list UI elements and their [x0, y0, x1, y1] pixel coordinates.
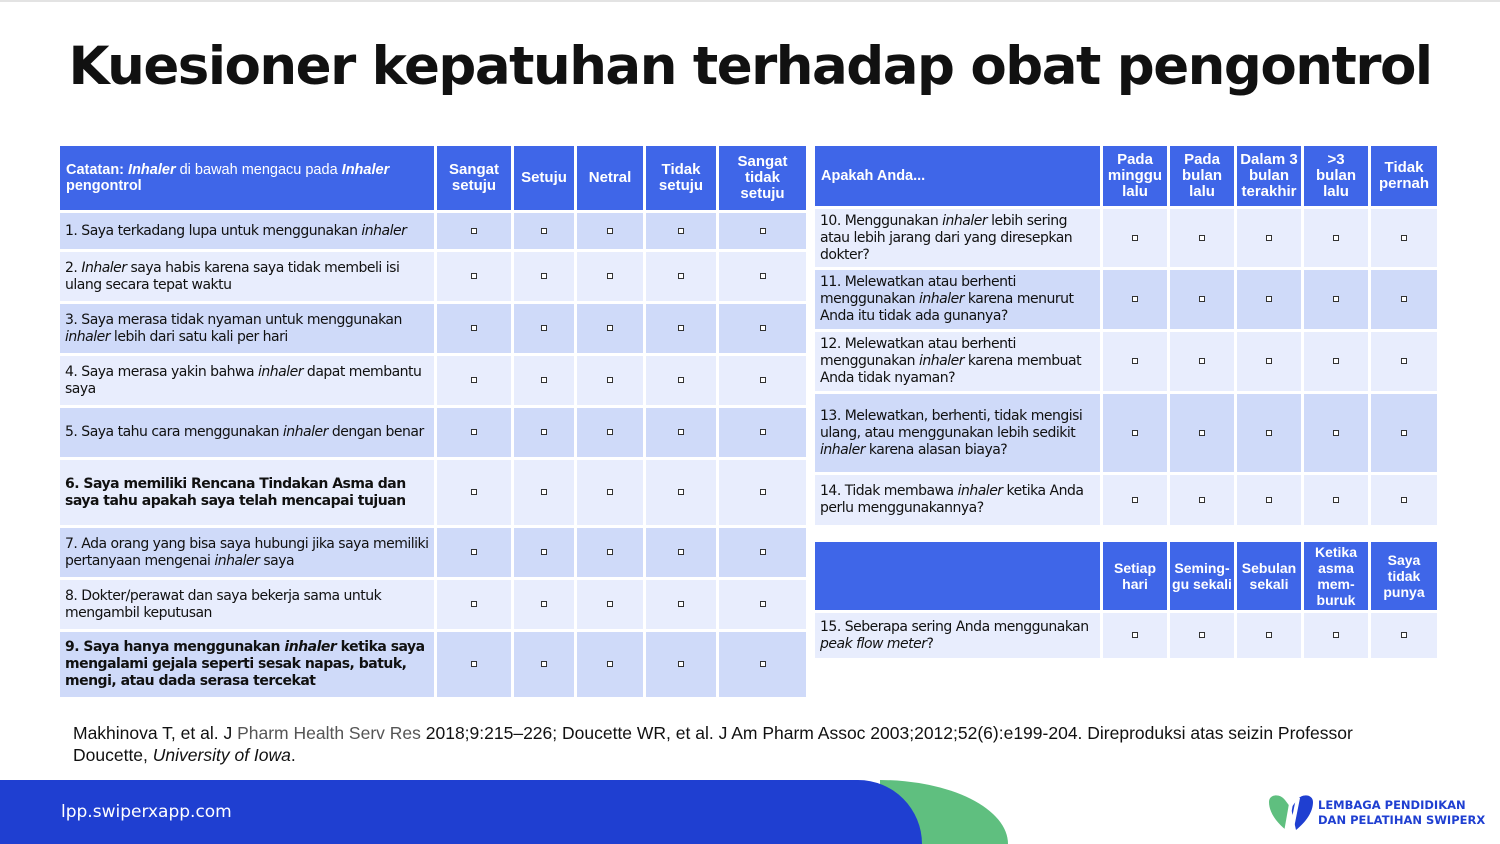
checkbox[interactable] [471, 661, 477, 667]
agreement-answer-cell [437, 580, 511, 629]
agreement-answer-cell [719, 460, 806, 525]
table-row [60, 356, 806, 405]
checkbox[interactable] [1199, 235, 1205, 241]
checkbox[interactable] [1199, 430, 1205, 436]
agreement-answer-cell [646, 252, 716, 301]
checkbox[interactable] [471, 273, 477, 279]
question-text: 2. Inhaler saya habis karena saya tidak membeli isi ulang secara tepat waktu [60, 252, 434, 301]
column-header-tidak-setuju: Tidak setuju [646, 146, 716, 210]
agreement-answer-cell [577, 408, 643, 457]
agreement-answer-cell [437, 408, 511, 457]
question-text: 8. Dokter/perawat dan saya bekerja sama untuk mengambil keputusan [60, 580, 434, 629]
frequency-answer-cell [1304, 270, 1368, 329]
question-text: 11. Melewatkan atau berhenti menggunakan inhaler karena menurut Anda itu tidak ada gunanya? [815, 270, 1100, 329]
checkbox[interactable] [1401, 497, 1407, 503]
frequency-answer-cell [1371, 332, 1437, 391]
checkbox[interactable] [541, 489, 547, 495]
peak-flow-answer-cell [1237, 613, 1301, 658]
question-text: 5. Saya tahu cara menggunakan inhaler dengan benar [60, 408, 434, 457]
checkbox[interactable] [678, 549, 684, 555]
agreement-answer-cell [437, 252, 511, 301]
footer-url[interactable]: lpp.swiperxapp.com [61, 802, 232, 822]
checkbox[interactable] [607, 377, 613, 383]
checkbox[interactable] [760, 228, 766, 234]
checkbox[interactable] [607, 661, 613, 667]
checkbox[interactable] [1333, 235, 1339, 241]
frequency-answer-cell [1103, 332, 1167, 391]
checkbox[interactable] [1333, 430, 1339, 436]
checkbox[interactable] [1333, 296, 1339, 302]
question-text: 15. Seberapa sering Anda menggunakan peak flow meter? [815, 613, 1100, 658]
checkbox[interactable] [607, 273, 613, 279]
checkbox[interactable] [1266, 430, 1272, 436]
agreement-answer-cell [514, 304, 574, 353]
checkbox[interactable] [678, 325, 684, 331]
column-header-saya-tidak-punya: Saya tidak punya [1371, 542, 1437, 610]
question-text: 4. Saya merasa yakin bahwa inhaler dapat membantu saya [60, 356, 434, 405]
checkbox[interactable] [1132, 497, 1138, 503]
checkbox[interactable] [607, 601, 613, 607]
agreement-answer-cell [437, 213, 511, 249]
checkbox[interactable] [541, 377, 547, 383]
column-header-sangat-tidak-setuju: Sangat tidak setuju [719, 146, 806, 210]
agreement-answer-cell [514, 460, 574, 525]
checkbox[interactable] [1333, 497, 1339, 503]
agreement-answer-cell [577, 304, 643, 353]
checkbox[interactable] [541, 429, 547, 435]
checkbox[interactable] [1132, 358, 1138, 364]
table-row [60, 580, 806, 629]
checkbox[interactable] [760, 549, 766, 555]
checkbox[interactable] [678, 273, 684, 279]
frequency-blank-header [815, 542, 1100, 610]
checkbox[interactable] [760, 325, 766, 331]
agreement-answer-cell [577, 252, 643, 301]
frequency-answer-cell [1304, 475, 1368, 525]
agreement-answer-cell [646, 408, 716, 457]
agreement-answer-cell [719, 580, 806, 629]
swiperx-logo-icon [1266, 792, 1316, 834]
column-header-setuju: Setuju [514, 146, 574, 210]
question-text: 10. Menggunakan inhaler lebih sering atau lebih jarang dari yang diresepkan dokter? [815, 209, 1100, 267]
column-header-setiap-hari: Setiap hari [1103, 542, 1167, 610]
frequency-answer-cell [1304, 332, 1368, 391]
agreement-answer-cell [437, 356, 511, 405]
frequency-answer-cell [1237, 394, 1301, 472]
frequency-answer-cell [1371, 475, 1437, 525]
checkbox[interactable] [760, 377, 766, 383]
table-row [815, 332, 1437, 391]
agreement-answer-cell [577, 632, 643, 697]
checkbox[interactable] [1132, 235, 1138, 241]
question-text: 9. Saya hanya menggunakan inhaler ketika saya mengalami gejala seperti sesak napas, batuk, mengi, atau dada serasa tercekat [60, 632, 434, 697]
table-row [60, 213, 806, 249]
checkbox[interactable] [1199, 296, 1205, 302]
checkbox[interactable] [1199, 497, 1205, 503]
checkbox[interactable] [471, 228, 477, 234]
checkbox[interactable] [1401, 632, 1407, 638]
agreement-answer-cell [437, 460, 511, 525]
checkbox[interactable] [607, 489, 613, 495]
checkbox[interactable] [1266, 497, 1272, 503]
checkbox[interactable] [471, 325, 477, 331]
checkbox[interactable] [607, 429, 613, 435]
agreement-answer-cell [646, 460, 716, 525]
apakah-anda-header: Apakah Anda... [815, 146, 1100, 206]
frequency-answer-cell [1103, 270, 1167, 329]
peak-flow-answer-cell [1170, 613, 1234, 658]
agreement-answer-cell [646, 580, 716, 629]
checkbox[interactable] [678, 489, 684, 495]
frequency-questionnaire-table [812, 143, 1440, 528]
reference-citation: Makhinova T, et al. J Pharm Health Serv Res 2018;9:215–226; Doucette WR, et al. J Am Pharm Assoc 2003;2012;52(6):e199-204. Direproduksi atas seizin Professor Doucette, University of Iowa. [73, 723, 1353, 765]
frequency-answer-cell [1170, 270, 1234, 329]
column-header-pada-minggu-lalu: Pada minggu lalu [1103, 146, 1167, 206]
checkbox[interactable] [541, 228, 547, 234]
agreement-answer-cell [514, 580, 574, 629]
checkbox[interactable] [607, 228, 613, 234]
agreement-answer-cell [577, 580, 643, 629]
checkbox[interactable] [678, 429, 684, 435]
checkbox[interactable] [678, 661, 684, 667]
agreement-answer-cell [719, 528, 806, 577]
agreement-answer-cell [437, 632, 511, 697]
table-row [815, 270, 1437, 329]
question-text: 12. Melewatkan atau berhenti menggunakan inhaler karena membuat Anda tidak nyaman? [815, 332, 1100, 391]
checkbox[interactable] [1333, 358, 1339, 364]
checkbox[interactable] [760, 661, 766, 667]
agreement-answer-cell [514, 528, 574, 577]
checkbox[interactable] [541, 549, 547, 555]
table-row [60, 528, 806, 577]
table-row [60, 632, 806, 697]
agreement-answer-cell [646, 213, 716, 249]
table-row [60, 408, 806, 457]
checkbox[interactable] [760, 489, 766, 495]
checkbox[interactable] [471, 601, 477, 607]
frequency-answer-cell [1103, 394, 1167, 472]
agreement-answer-cell [646, 528, 716, 577]
agreement-answer-cell [646, 356, 716, 405]
checkbox[interactable] [541, 273, 547, 279]
agreement-answer-cell [437, 528, 511, 577]
agreement-answer-cell [577, 460, 643, 525]
question-text: 1. Saya terkadang lupa untuk menggunakan inhaler [60, 213, 434, 249]
table-row [815, 394, 1437, 472]
agreement-answer-cell [719, 356, 806, 405]
frequency-answer-cell [1237, 270, 1301, 329]
column-header-lebih-3-bulan: >3 bulan lalu [1304, 146, 1368, 206]
page-title: Kuesioner kepatuhan terhadap obat pengontrol [68, 36, 1432, 97]
agreement-answer-cell [719, 252, 806, 301]
agreement-answer-cell [646, 304, 716, 353]
checkbox[interactable] [607, 325, 613, 331]
question-text: 14. Tidak membawa inhaler ketika Anda perlu menggunakannya? [815, 475, 1100, 525]
checkbox[interactable] [1266, 296, 1272, 302]
table-row [60, 252, 806, 301]
checkbox[interactable] [1199, 358, 1205, 364]
checkbox[interactable] [1132, 632, 1138, 638]
frequency-answer-cell [1304, 209, 1368, 267]
frequency-answer-cell [1170, 394, 1234, 472]
frequency-answer-cell [1371, 209, 1437, 267]
peak-flow-answer-cell [1371, 613, 1437, 658]
checkbox[interactable] [1333, 632, 1339, 638]
agreement-answer-cell [577, 528, 643, 577]
column-header-pada-bulan-lalu: Pada bulan lalu [1170, 146, 1234, 206]
peak-flow-frequency-table [812, 539, 1440, 661]
column-header-sebulan-sekali: Sebulan sekali [1237, 542, 1301, 610]
table-row [60, 304, 806, 353]
checkbox[interactable] [678, 377, 684, 383]
checkbox[interactable] [607, 549, 613, 555]
question-text: 7. Ada orang yang bisa saya hubungi jika saya memiliki pertanyaan mengenai inhaler saya [60, 528, 434, 577]
checkbox[interactable] [760, 601, 766, 607]
checkbox[interactable] [1199, 632, 1205, 638]
question-text: 13. Melewatkan, berhenti, tidak mengisi ulang, atau menggunakan lebih sedikit inhaler karena alasan biaya? [815, 394, 1100, 472]
agreement-answer-cell [514, 408, 574, 457]
checkbox[interactable] [678, 601, 684, 607]
frequency-answer-cell [1170, 332, 1234, 391]
top-divider [0, 0, 1500, 2]
agreement-answer-cell [719, 632, 806, 697]
agreement-answer-cell [577, 213, 643, 249]
frequency-answer-cell [1237, 209, 1301, 267]
checkbox[interactable] [541, 661, 547, 667]
agreement-questionnaire-table [57, 143, 809, 700]
column-header-dalam-3-bulan: Dalam 3 bulan terakhir [1237, 146, 1301, 206]
checkbox[interactable] [1401, 296, 1407, 302]
checkbox[interactable] [760, 429, 766, 435]
table-row [60, 460, 806, 525]
checkbox[interactable] [471, 489, 477, 495]
agreement-answer-cell [646, 632, 716, 697]
column-header-seminggu-sekali: Seming-gu sekali [1170, 542, 1234, 610]
agreement-answer-cell [719, 213, 806, 249]
agreement-answer-cell [719, 408, 806, 457]
checkbox[interactable] [1266, 358, 1272, 364]
agreement-answer-cell [719, 304, 806, 353]
agreement-answer-cell [437, 304, 511, 353]
checkbox[interactable] [541, 601, 547, 607]
agreement-answer-cell [514, 356, 574, 405]
agreement-answer-cell [514, 213, 574, 249]
checkbox[interactable] [471, 429, 477, 435]
table-row [815, 475, 1437, 525]
checkbox[interactable] [471, 377, 477, 383]
frequency-answer-cell [1103, 209, 1167, 267]
column-header-ketika-asma-memburuk: Ketika asma mem-buruk [1304, 542, 1368, 610]
peak-flow-answer-cell [1304, 613, 1368, 658]
table-row [815, 613, 1437, 658]
checkbox[interactable] [1266, 632, 1272, 638]
header-note: Catatan: Inhaler di bawah mengacu pada Inhaler pengontrol [60, 146, 434, 210]
question-text: 6. Saya memiliki Rencana Tindakan Asma dan saya tahu apakah saya telah mencapai tujuan [60, 460, 434, 525]
frequency-answer-cell [1103, 475, 1167, 525]
logo-text: LEMBAGA PENDIDIKAN DAN PELATIHAN SWIPERX [1318, 798, 1486, 827]
checkbox[interactable] [1132, 430, 1138, 436]
table-row [815, 209, 1437, 267]
checkbox[interactable] [1266, 235, 1272, 241]
frequency-answer-cell [1371, 394, 1437, 472]
frequency-answer-cell [1237, 475, 1301, 525]
frequency-answer-cell [1170, 475, 1234, 525]
checkbox[interactable] [541, 325, 547, 331]
agreement-answer-cell [514, 632, 574, 697]
column-header-sangat-setuju: Sangat setuju [437, 146, 511, 210]
column-header-netral: Netral [577, 146, 643, 210]
agreement-answer-cell [577, 356, 643, 405]
checkbox[interactable] [760, 273, 766, 279]
column-header-tidak-pernah: Tidak pernah [1371, 146, 1437, 206]
checkbox[interactable] [678, 228, 684, 234]
frequency-answer-cell [1304, 394, 1368, 472]
frequency-answer-cell [1371, 270, 1437, 329]
checkbox[interactable] [1401, 358, 1407, 364]
checkbox[interactable] [1401, 430, 1407, 436]
checkbox[interactable] [1132, 296, 1138, 302]
question-text: 3. Saya merasa tidak nyaman untuk menggunakan inhaler lebih dari satu kali per hari [60, 304, 434, 353]
agreement-answer-cell [514, 252, 574, 301]
peak-flow-answer-cell [1103, 613, 1167, 658]
frequency-answer-cell [1237, 332, 1301, 391]
frequency-answer-cell [1170, 209, 1234, 267]
checkbox[interactable] [471, 549, 477, 555]
checkbox[interactable] [1401, 235, 1407, 241]
